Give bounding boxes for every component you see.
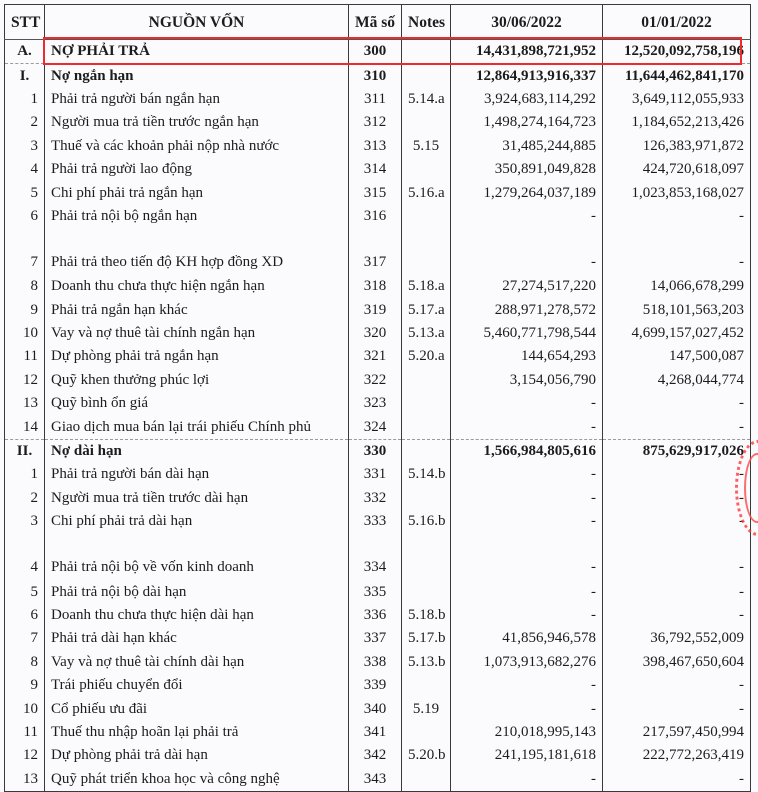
table-row	[5, 275, 751, 298]
table-row-section-long-term	[5, 439, 751, 463]
cell-value-period-2: 4,268,044,774	[603, 369, 751, 392]
cell-code: 318	[349, 275, 402, 298]
cell-stt: I.	[5, 64, 45, 88]
cell-stt: 3	[5, 135, 45, 158]
cell-value-period-2: 424,720,618,097	[603, 158, 751, 181]
cell-name: Phải trả nội bộ ngắn hạn	[45, 205, 349, 228]
table-row	[5, 111, 751, 134]
cell-note: 5.20.a	[402, 345, 451, 368]
cell-name: Người mua trả tiền trước dài hạn	[45, 487, 349, 510]
cell-code: 312	[349, 111, 402, 134]
cell-value-period-1: 5,460,771,798,544	[451, 322, 603, 345]
table-row	[5, 604, 751, 627]
cell-value-period-2: -	[603, 768, 751, 792]
table-row	[5, 299, 751, 322]
table-row	[5, 487, 751, 510]
cell-value-period-2: 126,383,971,872	[603, 135, 751, 158]
cell-value-period-2: 4,699,157,027,452	[603, 322, 751, 345]
cell-value-period-2: 222,772,263,419	[603, 744, 751, 767]
cell-stt: 2	[5, 111, 45, 134]
cell-value-period-2: 14,066,678,299	[603, 275, 751, 298]
table-row	[5, 721, 751, 744]
cell-note	[402, 369, 451, 392]
cell-stt: 11	[5, 345, 45, 368]
cell-value-period-2: -	[603, 415, 751, 439]
cell-value-period-2: 1,184,652,213,426	[603, 111, 751, 134]
cell-name: Phải trả ngắn hạn khác	[45, 299, 349, 322]
cell-stt: 6	[5, 604, 45, 627]
cell-note: 5.16.b	[402, 510, 451, 533]
cell-note: 5.19	[402, 697, 451, 720]
cell-value-period-1: -	[451, 487, 603, 510]
cell-code: 300	[349, 40, 402, 64]
table-header-row	[5, 5, 751, 40]
cell-code: 323	[349, 392, 402, 415]
cell-stt: 7	[5, 228, 45, 275]
cell-value-period-1: 27,274,517,220	[451, 275, 603, 298]
cell-value-period-2: 11,644,462,841,170	[603, 64, 751, 88]
cell-code: 342	[349, 744, 402, 767]
table-row	[5, 322, 751, 345]
cell-name: Nợ dài hạn	[45, 439, 349, 463]
table-row	[5, 369, 751, 392]
cell-stt: 4	[5, 533, 45, 580]
cell-value-period-2: 518,101,563,203	[603, 299, 751, 322]
cell-name: Người mua trả tiền trước ngắn hạn	[45, 111, 349, 134]
cell-code: 316	[349, 205, 402, 228]
cell-note: 5.18.b	[402, 604, 451, 627]
cell-name: Phải trả nội bộ dài hạn	[45, 580, 349, 603]
cell-value-period-1: 1,566,984,805,616	[451, 439, 603, 463]
cell-name: Phải trả nội bộ về vốn kinh doanh	[45, 533, 349, 580]
cell-code: 322	[349, 369, 402, 392]
cell-note	[402, 533, 451, 580]
cell-value-period-1: 210,018,995,143	[451, 721, 603, 744]
cell-name: Quỹ bình ổn giá	[45, 392, 349, 415]
cell-stt: 5	[5, 181, 45, 204]
cell-name: Vay và nợ thuê tài chính ngắn hạn	[45, 322, 349, 345]
cell-name: Quỹ phát triển khoa học và công nghệ	[45, 768, 349, 792]
cell-value-period-1: 41,856,946,578	[451, 627, 603, 650]
cell-note: 5.15	[402, 135, 451, 158]
cell-stt: 7	[5, 627, 45, 650]
cell-stt: 8	[5, 275, 45, 298]
cell-stt: 10	[5, 322, 45, 345]
table-row	[5, 674, 751, 697]
cell-name: Phải trả người bán dài hạn	[45, 463, 349, 486]
cell-name: Doanh thu chưa thực hiện ngắn hạn	[45, 275, 349, 298]
cell-name: Chi phí phải trả dài hạn	[45, 510, 349, 533]
cell-code: 340	[349, 697, 402, 720]
cell-name: Cổ phiếu ưu đãi	[45, 697, 349, 720]
cell-value-period-2: -	[603, 228, 751, 275]
cell-code: 337	[349, 627, 402, 650]
cell-note	[402, 228, 451, 275]
cell-stt: 2	[5, 487, 45, 510]
cell-note	[402, 768, 451, 792]
table-row	[5, 205, 751, 228]
cell-stt: 8	[5, 651, 45, 674]
cell-value-period-1: -	[451, 228, 603, 275]
table-row	[5, 580, 751, 603]
cell-value-period-1: 241,195,181,618	[451, 744, 603, 767]
cell-code: 315	[349, 181, 402, 204]
cell-code: 341	[349, 721, 402, 744]
cell-value-period-2: 147,500,087	[603, 345, 751, 368]
cell-stt: 12	[5, 369, 45, 392]
header-period-1: 30/06/2022	[451, 5, 603, 40]
table-row	[5, 533, 751, 580]
table-row	[5, 510, 751, 533]
cell-value-period-2: 12,520,092,758,196	[603, 40, 751, 64]
cell-value-period-2: 217,597,450,994	[603, 721, 751, 744]
cell-name: Thuế và các khoản phải nộp nhà nước	[45, 135, 349, 158]
cell-value-period-2: -	[603, 674, 751, 697]
cell-stt: 11	[5, 721, 45, 744]
cell-code: 332	[349, 487, 402, 510]
cell-code: 331	[349, 463, 402, 486]
cell-name: Phải trả người lao động	[45, 158, 349, 181]
cell-note	[402, 111, 451, 134]
cell-value-period-1: 3,924,683,114,292	[451, 88, 603, 111]
cell-value-period-1: -	[451, 697, 603, 720]
cell-note	[402, 40, 451, 64]
cell-stt: 5	[5, 580, 45, 603]
cell-value-period-1: -	[451, 463, 603, 486]
cell-stt: 13	[5, 768, 45, 792]
cell-value-period-1: 1,498,274,164,723	[451, 111, 603, 134]
cell-code: 311	[349, 88, 402, 111]
cell-name: Doanh thu chưa thực hiện dài hạn	[45, 604, 349, 627]
cell-value-period-1: 31,485,244,885	[451, 135, 603, 158]
header-name: NGUỒN VỐN	[45, 5, 349, 40]
cell-value-period-2: -	[603, 487, 751, 510]
cell-stt: 9	[5, 674, 45, 697]
cell-value-period-2: 1,023,853,168,027	[603, 181, 751, 204]
header-notes: Notes	[402, 5, 451, 40]
cell-value-period-2: -	[603, 604, 751, 627]
cell-note	[402, 439, 451, 463]
cell-name: Phải trả theo tiến độ KH hợp đồng XD	[45, 228, 349, 275]
liabilities-table	[4, 4, 751, 792]
cell-note	[402, 392, 451, 415]
cell-stt: 1	[5, 463, 45, 486]
cell-note	[402, 205, 451, 228]
table-row	[5, 651, 751, 674]
cell-value-period-1: -	[451, 674, 603, 697]
cell-value-period-1: -	[451, 392, 603, 415]
table-row	[5, 697, 751, 720]
table-row	[5, 88, 751, 111]
cell-name: Thuế thu nhập hoãn lại phải trả	[45, 721, 349, 744]
table-row	[5, 135, 751, 158]
cell-value-period-1: -	[451, 580, 603, 603]
table-row	[5, 158, 751, 181]
cell-note: 5.13.a	[402, 322, 451, 345]
cell-name: Phải trả dài hạn khác	[45, 627, 349, 650]
cell-note	[402, 415, 451, 439]
cell-value-period-1: 144,654,293	[451, 345, 603, 368]
cell-code: 317	[349, 228, 402, 275]
cell-stt: 12	[5, 744, 45, 767]
cell-note: 5.13.b	[402, 651, 451, 674]
cell-value-period-1: 288,971,278,572	[451, 299, 603, 322]
cell-note	[402, 721, 451, 744]
cell-code: 319	[349, 299, 402, 322]
cell-stt: 3	[5, 510, 45, 533]
cell-value-period-2: -	[603, 392, 751, 415]
cell-code: 333	[349, 510, 402, 533]
cell-value-period-1: 1,279,264,037,189	[451, 181, 603, 204]
cell-note	[402, 487, 451, 510]
cell-value-period-1: 350,891,049,828	[451, 158, 603, 181]
table-row	[5, 228, 751, 275]
cell-note: 5.17.a	[402, 299, 451, 322]
table-row	[5, 744, 751, 767]
cell-value-period-2: -	[603, 533, 751, 580]
cell-stt: A.	[5, 40, 45, 64]
table-row	[5, 345, 751, 368]
table-row-total-liabilities	[5, 40, 751, 64]
cell-value-period-1: 1,073,913,682,276	[451, 651, 603, 674]
cell-value-period-2: -	[603, 510, 751, 533]
cell-note: 5.14.b	[402, 463, 451, 486]
table-row-section-short-term	[5, 64, 751, 88]
cell-value-period-1: 12,864,913,916,337	[451, 64, 603, 88]
cell-value-period-2: -	[603, 697, 751, 720]
cell-code: 320	[349, 322, 402, 345]
cell-code: 343	[349, 768, 402, 792]
cell-code: 330	[349, 439, 402, 463]
cell-stt: II.	[5, 439, 45, 463]
cell-value-period-2: 3,649,112,055,933	[603, 88, 751, 111]
cell-code: 314	[349, 158, 402, 181]
cell-stt: 6	[5, 205, 45, 228]
cell-note: 5.16.a	[402, 181, 451, 204]
cell-name: Giao dịch mua bán lại trái phiếu Chính phủ	[45, 415, 349, 439]
cell-stt: 10	[5, 697, 45, 720]
cell-name: Vay và nợ thuê tài chính dài hạn	[45, 651, 349, 674]
cell-name: Chi phí phải trả ngắn hạn	[45, 181, 349, 204]
cell-stt: 9	[5, 299, 45, 322]
table-row	[5, 392, 751, 415]
cell-name: Trái phiếu chuyển đổi	[45, 674, 349, 697]
cell-value-period-1: 14,431,898,721,952	[451, 40, 603, 64]
cell-note: 5.18.a	[402, 275, 451, 298]
cell-value-period-1: -	[451, 415, 603, 439]
table-row	[5, 768, 751, 792]
cell-value-period-1: -	[451, 768, 603, 792]
table-row	[5, 181, 751, 204]
cell-value-period-1: 3,154,056,790	[451, 369, 603, 392]
header-stt: STT	[5, 5, 45, 40]
cell-value-period-1: -	[451, 510, 603, 533]
cell-note: 5.20.b	[402, 744, 451, 767]
table-row	[5, 463, 751, 486]
cell-name: Phải trả người bán ngắn hạn	[45, 88, 349, 111]
header-period-2: 01/01/2022	[603, 5, 751, 40]
cell-name: Dự phòng phải trả ngắn hạn	[45, 345, 349, 368]
cell-stt: 1	[5, 88, 45, 111]
cell-value-period-2: -	[603, 580, 751, 603]
cell-stt: 14	[5, 415, 45, 439]
cell-name: Nợ ngắn hạn	[45, 64, 349, 88]
cell-name: NỢ PHẢI TRẢ	[45, 40, 349, 64]
table-row	[5, 627, 751, 650]
cell-note	[402, 158, 451, 181]
cell-code: 336	[349, 604, 402, 627]
cell-value-period-2: -	[603, 205, 751, 228]
cell-note: 5.14.a	[402, 88, 451, 111]
cell-value-period-2: 36,792,552,009	[603, 627, 751, 650]
cell-code: 339	[349, 674, 402, 697]
header-code: Mã số	[349, 5, 402, 40]
cell-code: 324	[349, 415, 402, 439]
cell-name: Dự phòng phải trả dài hạn	[45, 744, 349, 767]
cell-value-period-1: -	[451, 205, 603, 228]
cell-value-period-2: 875,629,917,026	[603, 439, 751, 463]
cell-note	[402, 580, 451, 603]
cell-stt: 4	[5, 158, 45, 181]
cell-code: 313	[349, 135, 402, 158]
cell-value-period-2: -	[603, 463, 751, 486]
cell-code: 310	[349, 64, 402, 88]
cell-note	[402, 674, 451, 697]
cell-code: 335	[349, 580, 402, 603]
cell-value-period-2: 398,467,650,604	[603, 651, 751, 674]
cell-code: 334	[349, 533, 402, 580]
cell-stt: 13	[5, 392, 45, 415]
cell-code: 338	[349, 651, 402, 674]
table-row	[5, 415, 751, 439]
cell-note	[402, 64, 451, 88]
cell-code: 321	[349, 345, 402, 368]
cell-value-period-1: -	[451, 533, 603, 580]
cell-note: 5.17.b	[402, 627, 451, 650]
cell-value-period-1: -	[451, 604, 603, 627]
cell-name: Quỹ khen thưởng phúc lợi	[45, 369, 349, 392]
